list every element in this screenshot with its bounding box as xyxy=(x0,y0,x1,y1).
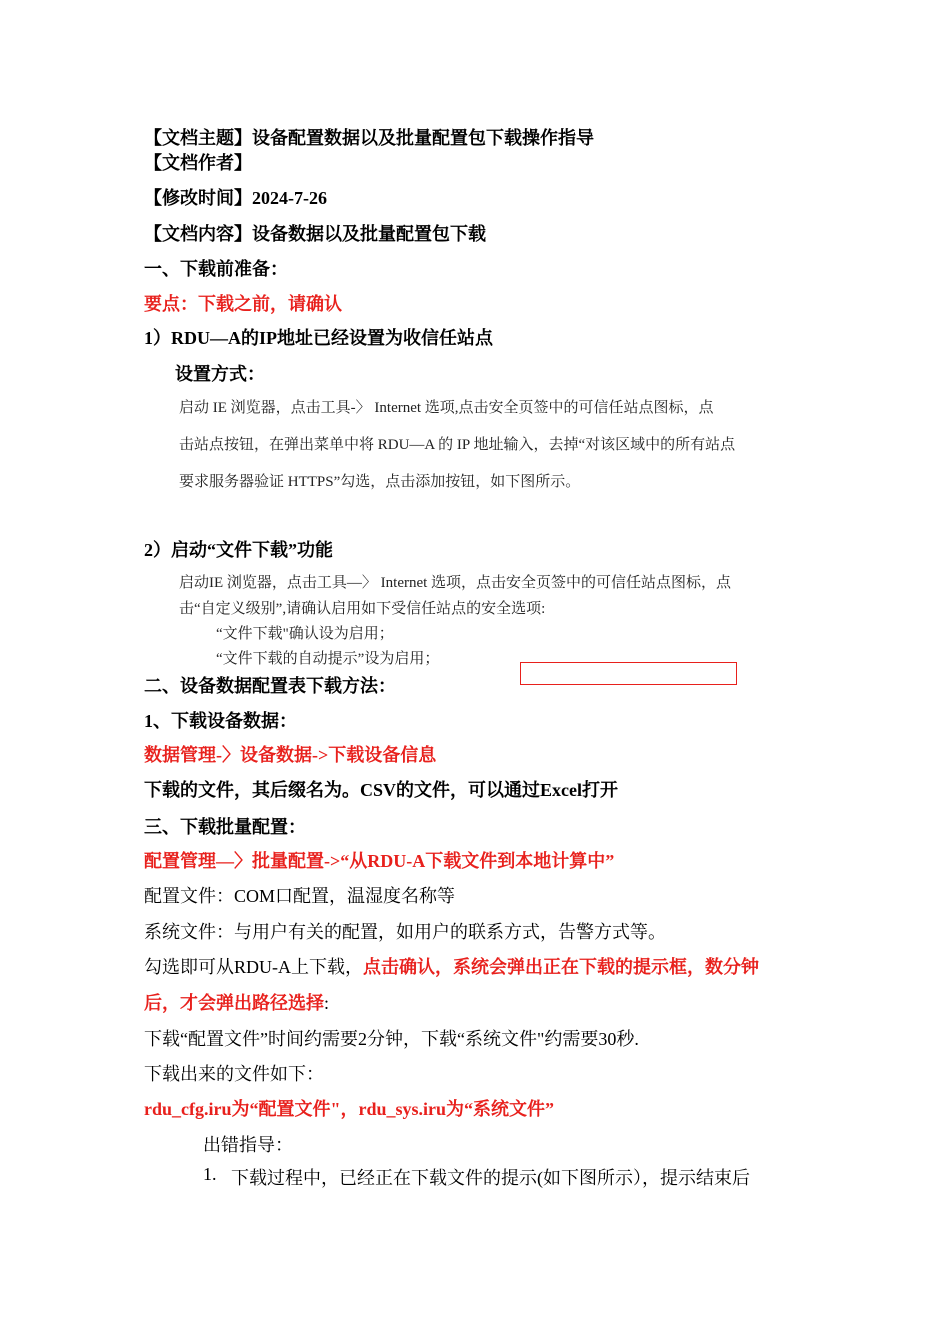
select-prefix: 勾选即可从RDU-A上下载， xyxy=(144,957,363,977)
files-intro: 下载出来的文件如下： xyxy=(144,1064,324,1084)
item1-line: 要求服务器验证 HTTPS”勾选，点击添加按钮，如下图所示。 xyxy=(179,474,581,490)
item1-line: 启动 IE 浏览器，点击工具-〉 Internet 选项,点击安全页签中的可信任站点图标，点 xyxy=(179,400,714,416)
section2-path: 数据管理-〉设备数据->下载设备信息 xyxy=(144,745,437,765)
error-title: 出错指导： xyxy=(203,1135,293,1155)
select-red-1: 点击确认，系统会弹出正在下载的提示框，数分钟 xyxy=(363,957,759,977)
select-suffix: : xyxy=(324,993,330,1013)
item2-option: “文件下载"确认设为启用； xyxy=(216,626,394,642)
select-line-2 xyxy=(144,989,329,1015)
section2-note: 下载的文件，其后缀名为。CSV的文件，可以通过Excel打开 xyxy=(144,780,618,800)
time-note: 下载“配置文件”时间约需要2分钟，下载“系统文件"约需要30秒. xyxy=(144,1029,639,1049)
item2-line: 击“自定义级别”,请确认启用如下受信任站点的安全选项: xyxy=(179,601,546,617)
section3-title: 三、下载批量配置： xyxy=(144,817,306,837)
doc-content: 【文档内容】设备数据以及批量配置包下载 xyxy=(144,224,486,244)
section2-title: 二、设备数据配置表下载方法： xyxy=(144,676,396,696)
files-list: rdu_cfg.iru为“配置文件"，rdu_sys.iru为“系统文件” xyxy=(144,1099,555,1119)
system-file-desc: 系统文件：与用户有关的配置，如用户的联系方式，告警方式等。 xyxy=(144,922,666,942)
item1-line: 击站点按钮，在弹出菜单中将 RDU—A 的 IP 地址输入，去掉“对该区域中的所有站点 xyxy=(179,437,736,453)
section3-path: 配置管理—〉批量配置->“从RDU-A下载文件到本地计算中” xyxy=(144,851,615,871)
key-point: 要点：下载之前，请确认 xyxy=(144,294,342,314)
item1-method-label: 设置方式： xyxy=(175,364,265,384)
section1-title: 一、下载前准备： xyxy=(144,259,288,279)
highlight-box xyxy=(520,662,737,685)
section2-sub1: 1、下载设备数据： xyxy=(144,711,297,731)
doc-modified-time: 【修改时间】2024-7-26 xyxy=(144,188,327,208)
config-file-desc: 配置文件：COM口配置，温湿度名称等 xyxy=(144,886,456,906)
select-line-1 xyxy=(144,953,759,979)
select-red-2: 后，才会弹出路径选择 xyxy=(144,993,324,1013)
error-item-text: 下载过程中，已经正在下载文件的提示(如下图所示），提示结束后 xyxy=(231,1168,750,1188)
item2-line: 启动IE 浏览器，点击工具—〉 Internet 选项，点击安全页签中的可信任站点图标，点 xyxy=(179,575,732,591)
doc-author: 【文档作者】 xyxy=(144,153,252,173)
doc-topic: 【文档主题】设备配置数据以及批量配置包下载操作指导 xyxy=(144,128,594,148)
item2-option: “文件下载的自动提示”设为启用； xyxy=(216,651,440,667)
item2-title: 2）启动“文件下载”功能 xyxy=(144,540,333,560)
item1-title: 1）RDU—A的IP地址已经设置为收信任站点 xyxy=(144,328,493,348)
error-item-number: 1. xyxy=(203,1164,217,1184)
